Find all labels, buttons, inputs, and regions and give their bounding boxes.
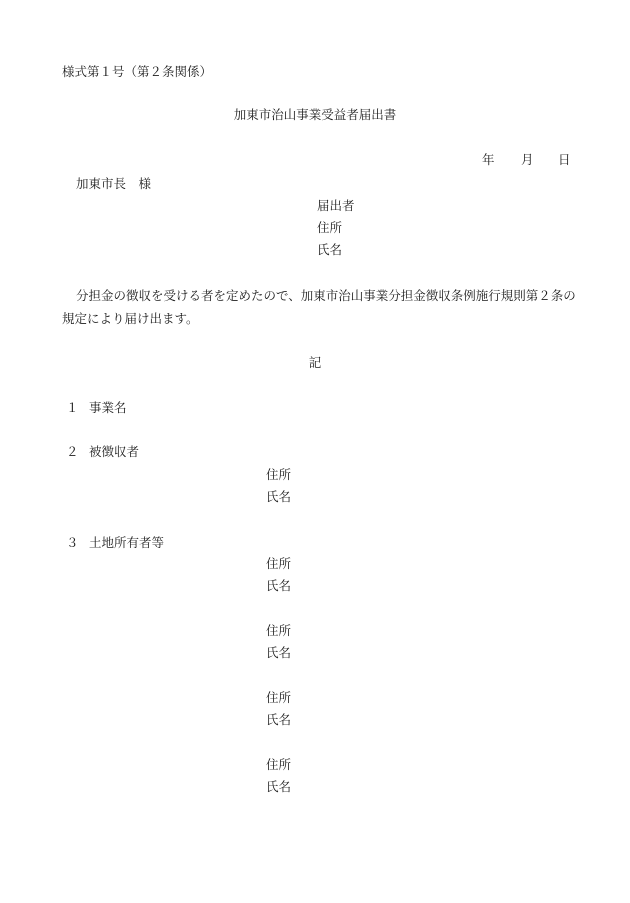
form-number: 様式第１号（第２条関係） — [62, 64, 213, 79]
landowner-address: 住所 — [266, 690, 292, 705]
section-number: ３ — [66, 535, 79, 550]
body-text-line-1: 分担金の徴収を受ける者を定めたので、加東市治山事業分担金徴収条例施行規則第２条の — [76, 288, 576, 303]
section-number: ２ — [66, 444, 79, 459]
submitter-address: 住所 — [317, 220, 343, 235]
payer-name: 氏名 — [266, 489, 292, 504]
date-day: 日 — [558, 152, 571, 167]
document-title: 加東市治山事業受益者届出書 — [233, 107, 397, 122]
payer-address: 住所 — [266, 467, 292, 482]
addressee: 加東市長 様 — [76, 176, 152, 191]
landowner-address: 住所 — [266, 757, 292, 772]
date-year: 年 — [482, 152, 495, 167]
body-text-line-2: 規定により届け出ます。 — [62, 311, 199, 326]
submitter-name: 氏名 — [317, 242, 343, 257]
landowner-name: 氏名 — [266, 578, 292, 593]
section-label-payer: 被徴収者 — [89, 444, 140, 459]
landowner-name: 氏名 — [266, 779, 292, 794]
landowner-address: 住所 — [266, 556, 292, 571]
section-label-project-name: 事業名 — [89, 400, 127, 415]
date-month: 月 — [521, 152, 534, 167]
submitter-label: 届出者 — [317, 198, 355, 213]
section-label-landowners: 土地所有者等 — [89, 535, 165, 550]
ki-heading: 記 — [308, 355, 322, 370]
section-number: １ — [66, 400, 79, 415]
landowner-address: 住所 — [266, 623, 292, 638]
landowner-name: 氏名 — [266, 712, 292, 727]
landowner-name: 氏名 — [266, 645, 292, 660]
